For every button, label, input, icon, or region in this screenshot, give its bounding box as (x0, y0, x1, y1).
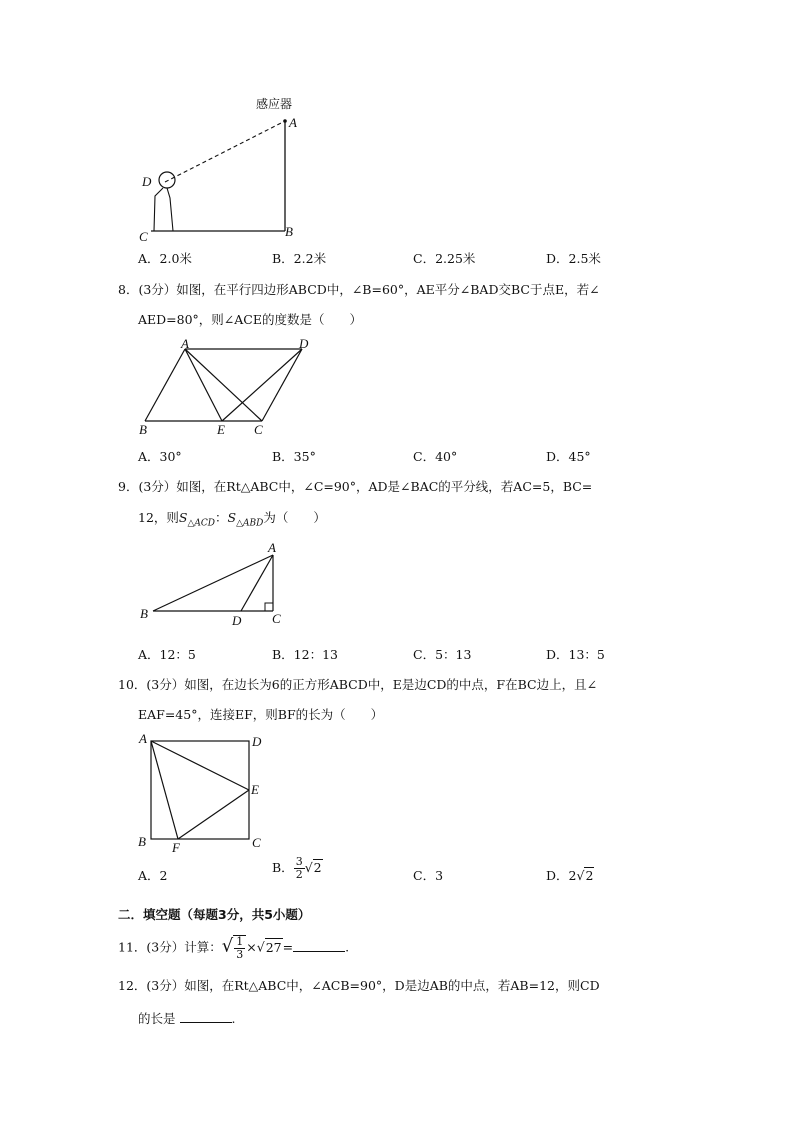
sqrt-sign: √ (221, 935, 234, 957)
q9-option-d[interactable]: D．13：5 (546, 647, 605, 662)
period: . (345, 939, 350, 955)
q7-option-d[interactable]: D．2.5米 (546, 251, 601, 266)
q9-text: 为（ ） (263, 510, 326, 525)
q11-text: 11．(3分）计算： (118, 939, 222, 955)
q10-option-b[interactable] (272, 856, 323, 881)
area-subscript: △ACD (187, 518, 216, 529)
q10-option-d[interactable] (546, 866, 594, 884)
answer-blank[interactable] (180, 1010, 232, 1023)
q11-stem (118, 935, 349, 961)
label-b: B (140, 606, 148, 621)
fraction-numerator: 3 (295, 855, 303, 868)
q12-text: 的长是 (138, 1011, 176, 1026)
q12-stem-line2 (138, 1010, 235, 1028)
q10-stem-line2: EAF=45°，连接EF，则BF的长为（ ） (138, 707, 384, 722)
ratio-colon: ： (215, 510, 228, 525)
label-a: A (268, 540, 276, 555)
radicand: 2 (313, 860, 322, 875)
label-b: B (138, 834, 146, 849)
option-letter: D．2 (546, 868, 577, 883)
fraction-denominator: 3 (236, 948, 244, 961)
label-e: E (251, 782, 259, 797)
label-c: C (139, 229, 148, 244)
q10-stem-line1: 10．(3分）如图，在边长为6的正方形ABCD中，E是边CD的中点，F在BC边上，且∠ (118, 677, 598, 692)
q10-option-c[interactable]: C．3 (413, 868, 444, 883)
label-b: B (139, 422, 147, 437)
q9-text: 12，则 (138, 510, 179, 525)
label-a: A (289, 115, 297, 130)
q10-option-a[interactable]: A．2 (138, 868, 168, 883)
label-a: A (139, 731, 147, 746)
q12-stem-line1: 12．(3分）如图，在Rt△ABC中，∠ACB=90°，D是边AB的中点，若AB=12，则CD (118, 978, 600, 993)
q9-option-a[interactable]: A．12：5 (138, 647, 196, 662)
label-e: E (217, 422, 225, 437)
sqrt-sign: √ (576, 868, 585, 883)
area-subscript: △ABD (236, 518, 264, 529)
area-symbol: S (178, 510, 188, 525)
q8-stem-line2: AED=80°，则∠ACE的度数是（ ） (138, 312, 362, 327)
radicand: 27 (265, 939, 282, 955)
q8-stem-line1: 8．(3分）如图，在平行四边形ABCD中，∠B=60°，AE平分∠BAD交BC于点E，若∠ (118, 282, 600, 297)
q8-option-c[interactable]: C．40° (413, 449, 458, 464)
answer-blank[interactable] (293, 939, 345, 952)
radicand: 2 (585, 868, 594, 883)
option-letter: B． (272, 860, 294, 875)
fraction-numerator: 1 (236, 935, 244, 948)
q8-option-b[interactable]: B．35° (272, 449, 316, 464)
q7-option-b[interactable]: B．2.2米 (272, 251, 327, 266)
times-sign: × (246, 939, 257, 955)
area-symbol: S (227, 510, 237, 525)
sqrt-sign: √ (256, 939, 265, 955)
section-title: 二．填空题（每题3分，共5小题） (118, 907, 311, 922)
sensor-label: 感应器 (256, 97, 293, 111)
label-f: F (172, 840, 180, 855)
q8-option-a[interactable]: A．30° (138, 449, 182, 464)
label-b: B (285, 224, 293, 239)
label-d: D (299, 336, 309, 351)
q9-option-c[interactable]: C．5：13 (413, 647, 472, 662)
label-c: C (272, 611, 281, 626)
sqrt-sign: √ (304, 860, 313, 875)
q9-stem-line1: 9．(3分）如图，在Rt△ABC中，∠C=90°，AD是∠BAC的平分线，若AC=5，BC= (118, 479, 593, 494)
label-d: D (232, 613, 242, 628)
q9-option-b[interactable]: B．12：13 (272, 647, 338, 662)
period: . (231, 1011, 236, 1026)
label-c: C (252, 835, 261, 850)
q7-option-a[interactable]: A．2.0米 (138, 251, 192, 266)
q8-option-d[interactable]: D．45° (546, 449, 591, 464)
fraction (294, 856, 305, 881)
q7-option-c[interactable]: C．2.25米 (413, 251, 476, 266)
label-d: D (252, 734, 262, 749)
fraction-denominator: 2 (295, 868, 303, 881)
label-a: A (181, 336, 189, 351)
label-d: D (142, 174, 152, 189)
label-c: C (254, 422, 263, 437)
equals-sign: = (282, 939, 294, 955)
fraction (233, 935, 246, 961)
